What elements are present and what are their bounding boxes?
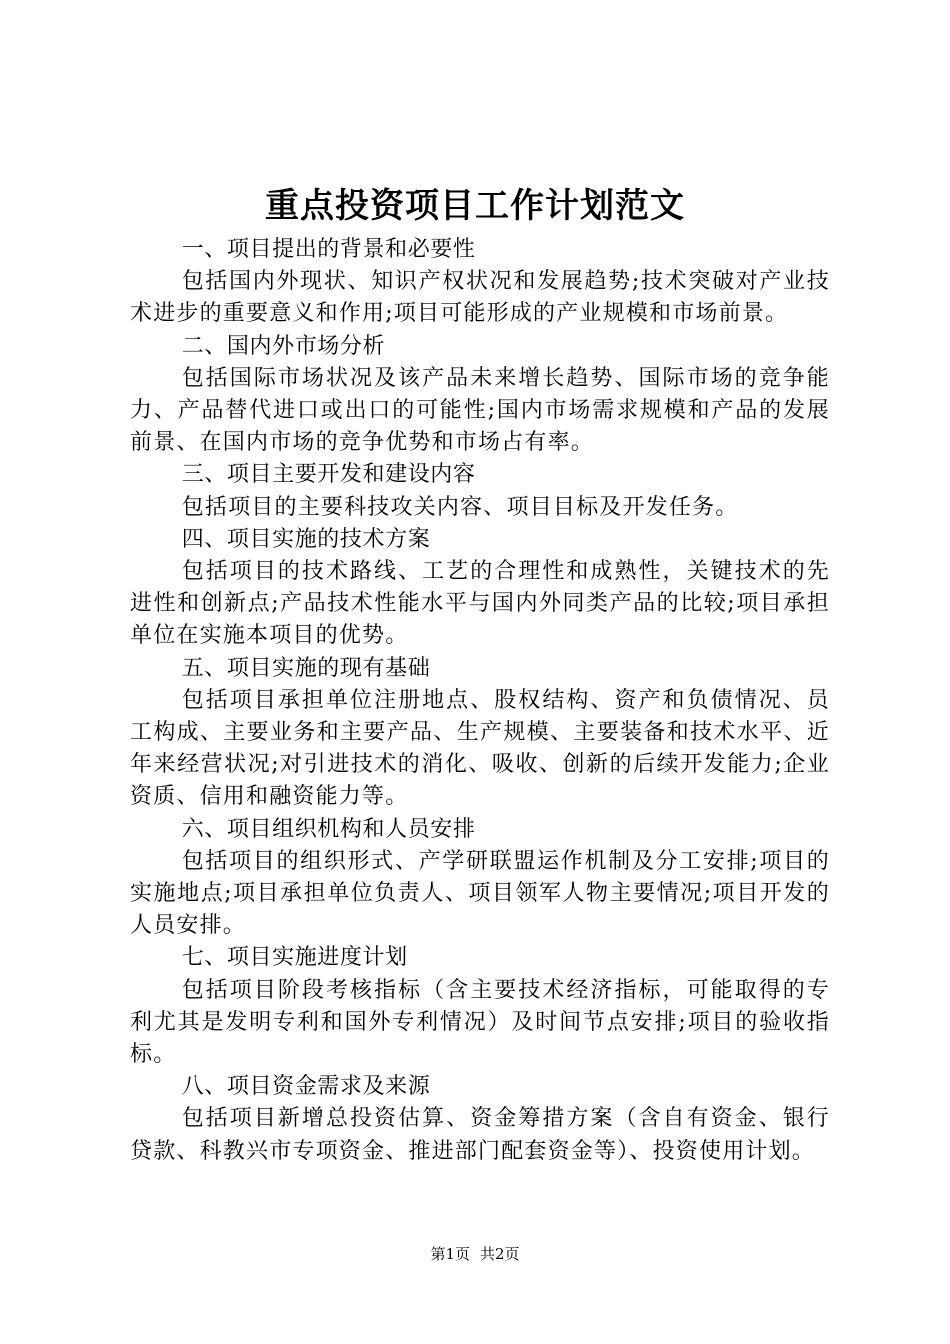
section-body-8: 包括项目新增总投资估算、资金筹措方案（含自有资金、银行贷款、科教兴市专项资金、推进部门配套资金等）、投资使用计划。 — [130, 1106, 830, 1164]
section-body-1: 包括国内外现状、知识产权状况和发展趋势;技术突破对产业技术进步的重要意义和作用;项目可能形成的产业规模和市场前景。 — [130, 269, 830, 327]
section-heading-8: 八、项目资金需求及来源 — [181, 1074, 431, 1100]
section-heading-2: 二、国内外市场分析 — [181, 333, 386, 359]
page-total: 共2页 — [480, 1245, 520, 1263]
section-heading-4: 四、项目实施的技术方案 — [181, 526, 431, 552]
section-heading-3: 三、项目主要开发和建设内容 — [181, 462, 476, 488]
section-body-7: 包括项目阶段考核指标（含主要技术经济指标，可能取得的专利尤其是发明专利和国外专利情况）及时间节点安排;项目的验收指标。 — [130, 977, 830, 1068]
section-heading-6: 六、项目组织机构和人员安排 — [181, 816, 476, 842]
section-body-6: 包括项目的组织形式、产学研联盟运作机制及分工安排;项目的实施地点;项目承担单位负责人、项目领军人物主要情况;项目开发的人员安排。 — [130, 848, 830, 939]
section-heading-1: 一、项目提出的背景和必要性 — [181, 237, 476, 262]
document-body — [130, 234, 830, 1168]
section-body-2: 包括国际市场状况及该产品未来增长趋势、国际市场的竞争能力、产品替代进口或出口的可能性;国内市场需求规模和产品的发展前景、在国内市场的竞争优势和市场占有率。 — [130, 365, 830, 456]
section-heading-5: 五、项目实施的现有基础 — [181, 655, 431, 681]
document-title: 重点投资项目工作计划范文 — [265, 186, 685, 226]
section-body-4: 包括项目的技术路线、工艺的合理性和成熟性，关键技术的先进性和创新点;产品技术性能水平与国内外同类产品的比较;项目承担单位在实施本项目的优势。 — [130, 559, 830, 649]
section-heading-7: 七、项目实施进度计划 — [181, 945, 408, 971]
page-footer — [0, 1244, 950, 1264]
page-number: 第1页 — [430, 1245, 470, 1263]
section-body-3: 包括项目的主要科技攻关内容、项目目标及开发任务。 — [181, 494, 739, 520]
section-body-5: 包括项目承担单位注册地点、股权结构、资产和负债情况、员工构成、主要业务和主要产品、生产规模、主要装备和技术水平、近年来经营状况;对引进技术的消化、吸收、创新的后续开发能力;企业资质、信用和融资能力等。 — [130, 687, 830, 810]
